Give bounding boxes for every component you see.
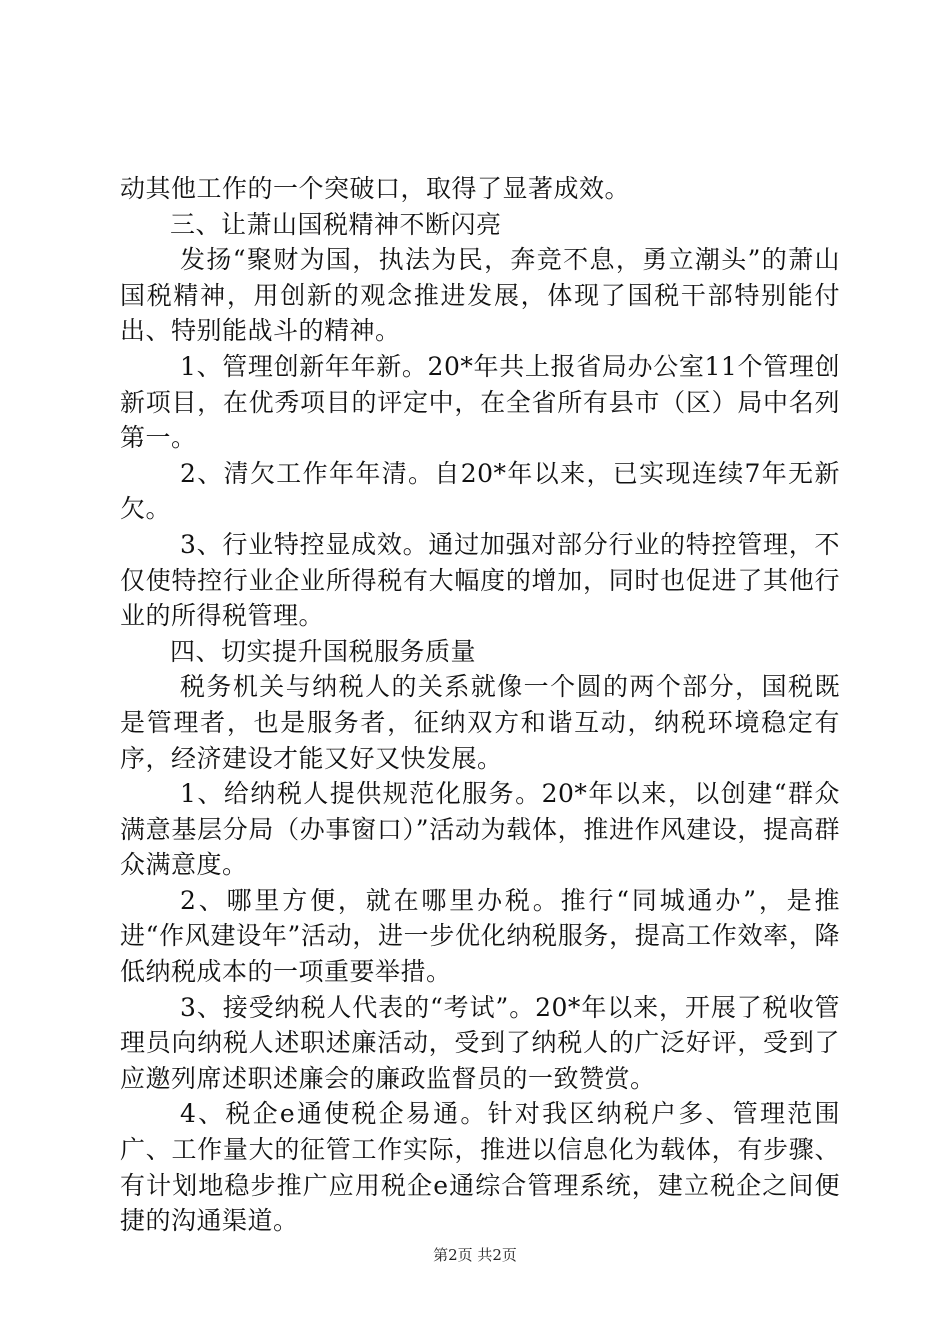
paragraph-item-eservice: 4、税企e通使税企易通。针对我区纳税户多、管理范围广、工作量大的征管工作实际，推进以信息化为载体，有步骤、有计划地稳步推广应用税企e通综合管理系统，建立税企之间便捷的沟通渠道。 (120, 1099, 840, 1236)
paragraph-service-intro: 税务机关与纳税人的关系就像一个圆的两个部分，国税既是管理者，也是服务者，征纳双方和谐互动，纳税环境稳定有序，经济建设才能又好又快发展。 (120, 672, 840, 773)
paragraph-item-convenient-filing: 2、哪里方便，就在哪里办税。推行“同城通办”，是推进“作风建设年”活动，进一步优化纳税服务，提高工作效率，降低纳税成本的一项重要举措。 (120, 885, 840, 987)
paragraph-spirit: 发扬“聚财为国，执法为民，奔竞不息，勇立潮头”的萧山国税精神，用创新的观念推进发展，体现了国税干部特别能付出、特别能战斗的精神。 (120, 245, 840, 346)
section-heading-three: 三、让萧山国税精神不断闪亮 (170, 209, 502, 239)
section-heading-four: 四、切实提升国税服务质量 (170, 636, 477, 666)
document-body (120, 171, 840, 1239)
paragraph-item-taxpayer-exam: 3、接受纳税人代表的“考试”。20*年以来，开展了税收管理员向纳税人述职述廉活动，受到了纳税人的广泛好评，受到了应邀列席述职述廉会的廉政监督员的一致赞赏。 (120, 992, 840, 1093)
paragraph-continuation: 动其他工作的一个突破口，取得了显著成效。 (120, 174, 631, 203)
paragraph-item-management-innovation: 1、管理创新年年新。20*年共上报省局办公室11个管理创新项目，在优秀项目的评定中，在全省所有县市（区）局中名列第一。 (120, 351, 840, 453)
paragraph-item-standardized-service: 1、给纳税人提供规范化服务。20*年以来，以创建“群众满意基层分局（办事窗口）”活动为载体，推进作风建设，提高群众满意度。 (120, 779, 840, 880)
paragraph-item-industry-control: 3、行业特控显成效。通过加强对部分行业的特控管理，不仅使特控行业企业所得税有大幅度的增加，同时也促进了其他行业的所得税管理。 (120, 529, 840, 631)
paragraph-item-arrears-clearance: 2、清欠工作年年清。自20*年以来，已实现连续7年无新欠。 (120, 458, 841, 524)
page-number-footer: 第2页 共2页 (433, 1246, 517, 1264)
